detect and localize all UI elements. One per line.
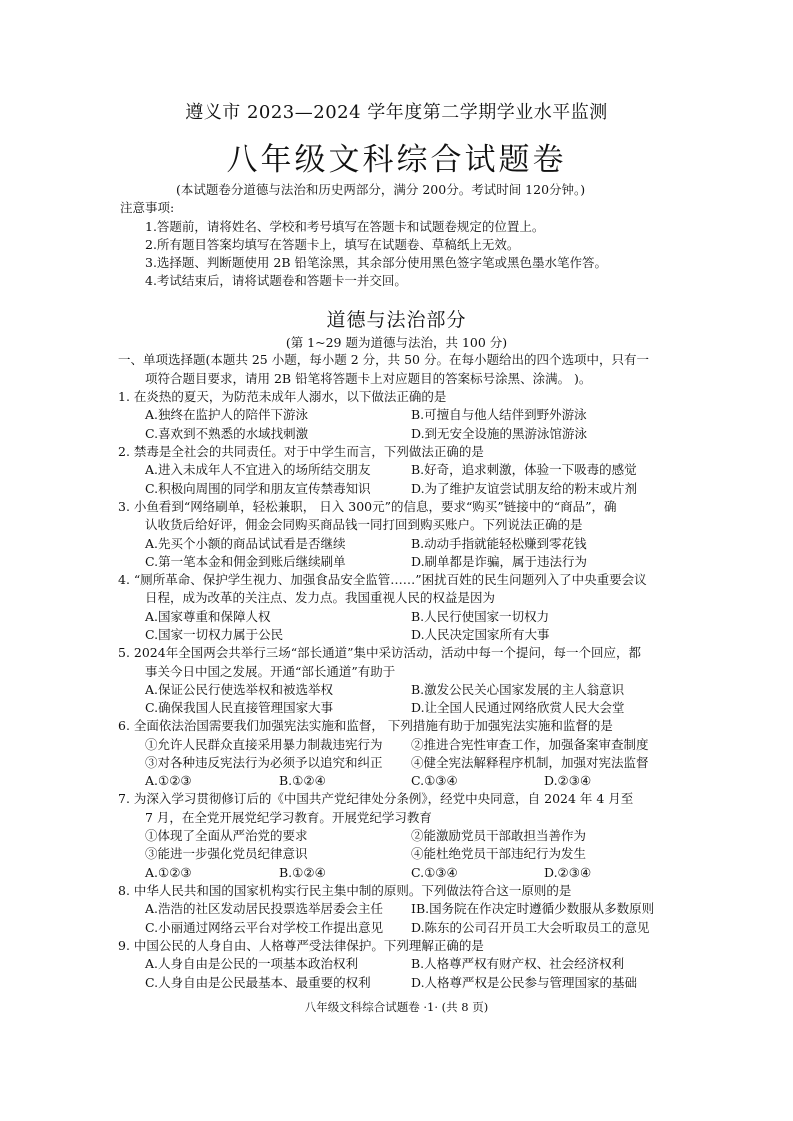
option-c: C.国家一切权力属于公民 <box>145 627 284 642</box>
option-c: C.①③④ <box>411 865 458 880</box>
question-stem: 8. 中华人民共和国的国家机构实行民主集中制的原则。下列做法符合这一原则的是 <box>118 883 572 898</box>
section-instructions: 一、单项选择题(本题共 25 小题，每小题 2 分，共 50 分。在每小题给出的四个选项中，只有一 <box>118 352 649 367</box>
option-b: B.人格尊严权有财产权、社会经济权利 <box>411 956 625 971</box>
option-b: B.激发公民关心国家发展的主人翁意识 <box>411 682 625 697</box>
option-c: C.第一笔本金和佣金到账后继续刷单 <box>145 554 346 569</box>
section-subtitle: (第 1~29 题为道德与法治，共 100 分) <box>285 335 508 350</box>
option-b: B.①②④ <box>279 865 326 880</box>
question-stem: 7. 为深入学习贯彻修订后的《中国共产党纪律处分条例》，经党中央同意，自 2024 年 4 月至 <box>118 791 634 806</box>
option-a: A.进入未成年人不宜进入的场所结交朋友 <box>145 462 371 477</box>
option-a: A.保证公民行使选举权和被选举权 <box>145 682 334 697</box>
exam-header: 遵义市 2023—2024 学年度第二学期学业水平监测 <box>185 102 608 123</box>
option-d: D.为了维护友谊尝试朋友给的粉末或片剂 <box>411 481 638 496</box>
option-a: A.浩浩的社区发动居民投票选举居委会主任 <box>145 901 384 916</box>
exam-title: 八年级文科综合试题卷 <box>226 142 567 178</box>
option-b: IB.国务院在作决定时遵循少数服从多数原则 <box>411 901 655 916</box>
statement-item: ②能激励党员干部敢担当善作为 <box>411 828 587 843</box>
option-b: B.①②④ <box>279 773 326 788</box>
notice-heading: 注意事项: <box>120 200 175 215</box>
question-stem: 9. 中国公民的人身自由、人格尊严受法律保护。下列理解正确的是 <box>118 938 484 953</box>
option-d: D.让全国人民通过网络欣赏人民大会堂 <box>411 700 625 715</box>
option-d: D.人格尊严权是公民参与管理国家的基础 <box>411 975 638 990</box>
option-d: D.②③④ <box>544 773 592 788</box>
statement-item: ①体现了全面从严治党的要求 <box>145 828 308 843</box>
option-d: D.刷单都是诈骗，属于违法行为 <box>411 554 588 569</box>
section-instructions: 项符合题目要求，请用 2B 铅笔将答题卡上对应题目的答案标号涂黑、涂满。 )。 <box>145 371 592 386</box>
option-a: A.①②③ <box>145 773 192 788</box>
option-c: C.人身自由是公民最基本、最重要的权利 <box>145 975 371 990</box>
option-d: D.陈东的公司召开员工大会听取员工的意见 <box>411 920 650 935</box>
option-b: B.动动手指就能轻松赚到零花钱 <box>411 536 587 551</box>
option-d: D.人民决定国家所有大事 <box>411 627 550 642</box>
question-stem: 认收货后给好评，佣金会同购买商品钱一同打回到购买账户。下列说法正确的是 <box>145 517 583 532</box>
notice-item: 3.选择题、判断题使用 2B 铅笔涂黑，其余部分使用黑色签字笔或黑色墨水笔作答。 <box>145 255 608 270</box>
question-stem: 日程，成为改革的关注点、发力点。我国重视人民的权益是因为 <box>145 590 496 605</box>
option-b: B.人民行使国家一切权力 <box>411 609 550 624</box>
section-title: 道德与法治部分 <box>326 309 467 331</box>
statement-item: ④健全宪法解释程序机制，加强对宪法监督 <box>411 755 649 770</box>
question-stem: 5. 2024年全国两会共举行三场“部长通道”集中采访活动，活动中每一个提问，每一个回应，都 <box>118 645 641 660</box>
question-stem: 事关今日中国之发展。开通“部长通道”有助于 <box>145 664 396 679</box>
exam-note: (本试题卷分道德与法治和历史两部分，满分 200分。考试时间 120分钟。) <box>176 182 586 197</box>
option-c: C.①③④ <box>411 773 458 788</box>
option-b: B.好奇，追求刺激，体验一下吸毒的感觉 <box>411 462 637 477</box>
question-stem: 6. 全面依法治国需要我们加强宪法实施和监督， 下列措施有助于加强宪法实施和监督的是 <box>118 718 613 733</box>
option-c: C.小丽通过网络云平台对学校工作提出意见 <box>145 920 384 935</box>
statement-item: ③对各种违反宪法行为必须予以追究和纠正 <box>145 755 383 770</box>
option-c: C.喜欢到不熟悉的水域找刺激 <box>145 426 309 441</box>
option-d: D.②③④ <box>544 865 592 880</box>
question-stem: 7 月，在全党开展党纪学习教育。开展党纪学习教育 <box>145 810 432 825</box>
page-footer: 八年级文科综合试题卷 ·1· (共 8 页) <box>304 1000 489 1014</box>
question-stem: 1. 在炎热的夏天，为防范未成年人溺水，以下做法正确的是 <box>118 389 447 404</box>
option-c: C.积极向周围的同学和朋友宣传禁毒知识 <box>145 481 371 496</box>
option-b: B.可擅自与他人结伴到野外游泳 <box>411 407 587 422</box>
notice-item: 4.考试结束后，请将试题卷和答题卡一并交回。 <box>145 273 407 288</box>
notice-item: 2.所有题目答案均填写在答题卡上，填写在试题卷、草稿纸上无效。 <box>145 237 520 252</box>
option-c: C.确保我国人民直接管理国家大事 <box>145 700 334 715</box>
question-stem: 3. 小鱼看到“网络刷单，轻松兼职， 日入 300元”的信息，要求“购买”链接中的“商品”，确 <box>118 499 617 514</box>
option-a: A.①②③ <box>145 865 192 880</box>
option-a: A.国家尊重和保障人权 <box>145 609 271 624</box>
statement-item: ③能进一步强化党员纪律意识 <box>145 846 308 861</box>
option-a: A.先买个小额的商品试试看是否继续 <box>145 536 346 551</box>
option-a: A.人身自由是公民的一项基本政治权利 <box>145 956 359 971</box>
option-a: A.独终在监护人的陪伴下游泳 <box>145 407 309 422</box>
question-stem: 2. 禁毒是全社会的共同责任。对于中学生而言，下列做法正确的是 <box>118 444 484 459</box>
statement-item: ④能杜绝党员干部违纪行为发生 <box>411 846 587 861</box>
question-stem: 4. “厕所革命、保护学生视力、加强食品安全监管……”困扰百姓的民生问题列入了中央重要会议 <box>118 572 647 587</box>
statement-item: ②推进合宪性审查工作，加强备案审查制度 <box>411 737 649 752</box>
statement-item: ①允许人民群众直接采用暴力制裁违宪行为 <box>145 737 383 752</box>
option-d: D.到无安全设施的黑游泳馆游泳 <box>411 426 588 441</box>
notice-item: 1.答题前，请将姓名、学校和考号填写在答题卡和试题卷规定的位置上。 <box>145 219 545 234</box>
